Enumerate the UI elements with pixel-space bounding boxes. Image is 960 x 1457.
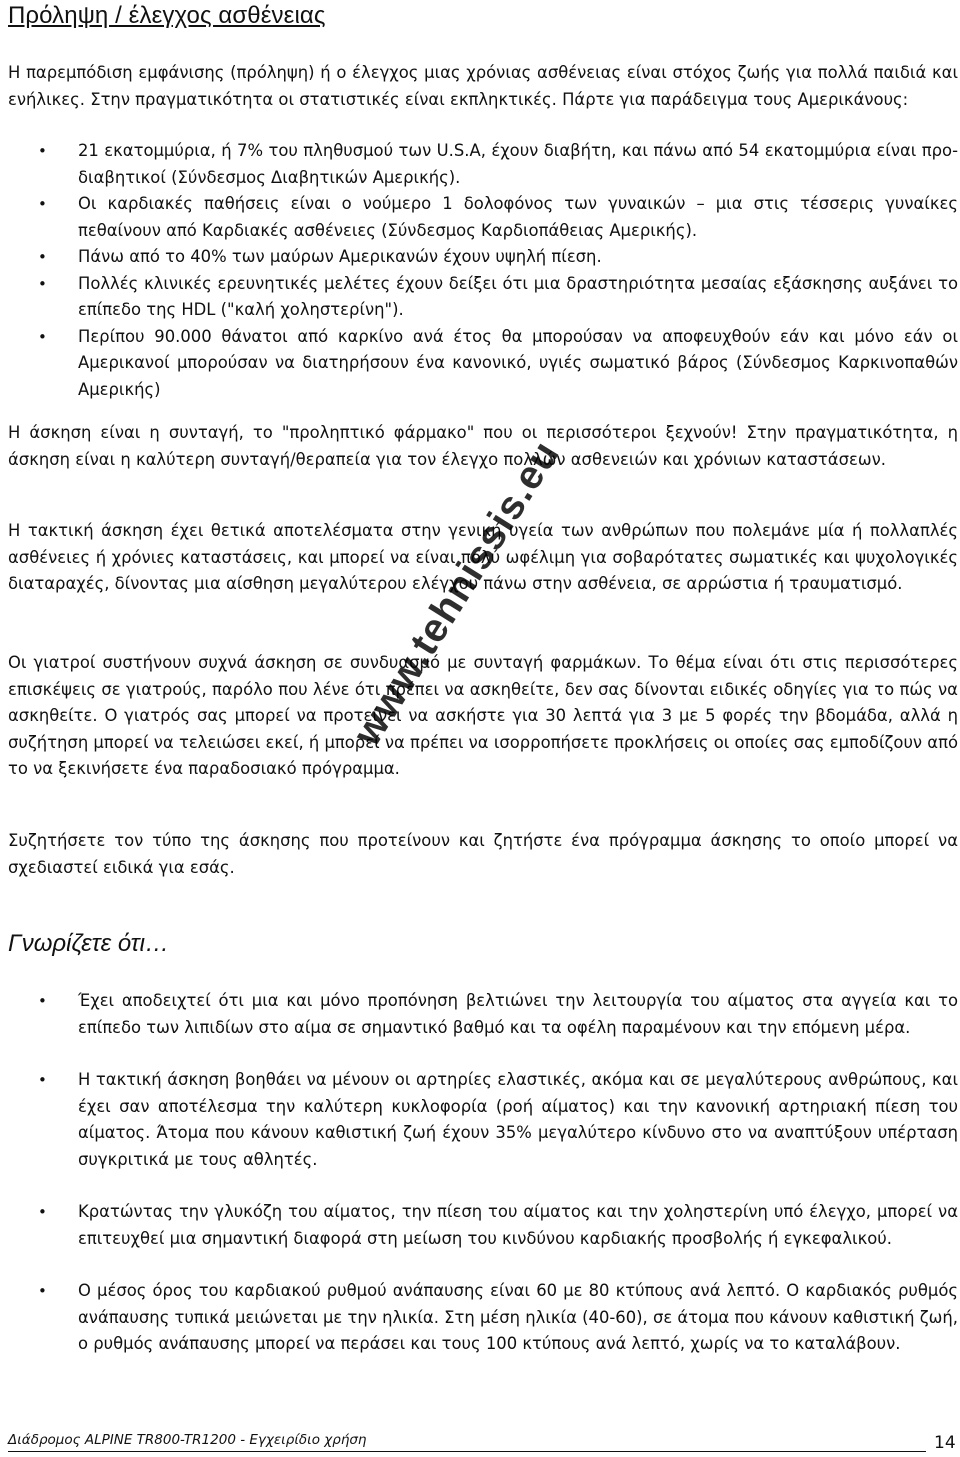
did-you-know-list (8, 988, 958, 1358)
bullet-icon: • (38, 1071, 47, 1089)
statistics-list (8, 138, 958, 403)
list-item (8, 244, 958, 271)
list-item-text: Κρατώντας την γλυκόζη του αίματος, την πίεση του αίματος και την χοληστερίνη υπό έλεγχο, μπορεί να επιτευχθεί μια σημαντική διαφορά στη μείωση του κινδύνου καρδιακής προσβολής ή εγκεφαλικού. (78, 1202, 958, 1248)
list-item-text: Πάνω από το 40% των μαύρων Αμερικανών έχουν υψηλή πίεση. (78, 247, 602, 266)
list-item (8, 988, 958, 1041)
list-item (8, 191, 958, 244)
list-item (8, 138, 958, 191)
list-item-text: Οι καρδιακές παθήσεις είναι ο νούμερο 1 δολοφόνος των γυναικών – μια στις τέσσερις γυναίκες πεθαίνουν από Καρδιακές ασθένειες (Σύνδεσμος Καρδιοπάθειας Αμερικής). (78, 194, 958, 240)
body-paragraph: Η τακτική άσκηση έχει θετικά αποτελέσματα στην γενική υγεία των ανθρώπων που πολεμάνε μία ή πολλαπλές ασθένειες ή χρόνιες καταστάσεις, και μπορεί να είναι πολύ ωφέλιμη για σοβαρότατες σωματικές και ψυχολογικές διαταραχές, δίνοντας μια αίσθηση μεγαλύτερου ελέγχου πάνω στην ασθένεια, σε αρρώστια ή τραυματισμό. (8, 521, 958, 593)
footer-rule (8, 1451, 926, 1452)
footer-text: Διάδρομος ALPINE TR800-TR1200 - Εγχειρίδιο χρήση (8, 1432, 367, 1448)
body-paragraph: Συζητήσετε τον τύπο της άσκησης που προτείνουν και ζητήστε ένα πρόγραμμα άσκησης το οποίο μπορεί να σχεδιαστεί ειδικά για εσάς. (8, 831, 958, 877)
bullet-icon: • (38, 195, 47, 213)
section-heading: Γνωρίζετε ότι… (8, 930, 169, 957)
list-item-text: Πολλές κλινικές ερευνητικές μελέτες έχουν δείξει ότι μια δραστηριότητα μεσαίας εξάσκησης αυξάνει το επίπεδο της HDL ("καλή χοληστερίνη"). (78, 273, 958, 319)
list-item (8, 1278, 958, 1358)
list-item-text: Η τακτική άσκηση βοηθάει να μένουν οι αρτηρίες ελαστικές, ακόμα και σε μεγαλύτερους ανθρώπους, και έχει σαν αποτέλεσμα την καλύτερη κυκλοφορία (ροή αίματος) και την κανονική αρτηριακή πίεση του αίματος. Άτομα που κάνουν καθιστική ζωή έχουν 35% μεγαλύτερο κίνδυνο στο να αναπτύξουν υπέρταση συγκριτικά με τους αθλητές. (78, 1070, 958, 1169)
list-item (8, 1067, 958, 1173)
bullet-icon: • (38, 274, 47, 293)
list-item (8, 324, 958, 404)
intro-paragraph: Η παρεμπόδιση εμφάνισης (πρόληψη) ή ο έλεγχος μιας χρόνιας ασθένειας είναι στόχος ζωής για πολλά παιδιά και ενήλικες. Στην πραγματικότητα οι στατιστικές είναι εκπληκτικές. Πάρτε για παράδειγμα τους Αμερικάνους: (8, 63, 958, 109)
list-item (8, 271, 958, 324)
list-item-text: Ο μέσος όρος του καρδιακού ρυθμού ανάπαυσης είναι 60 με 80 κτύπους ανά λεπτό. Ο καρδιακός ρυθμός ανάπαυσης τυπικά μειώνεται με την ηλικία. Στη μέση ηλικία (40-60), σε άτομα που κάνουν καθιστική ζωή, ο ρυθμός ανάπαυσης μπορεί να περάσει και τους 100 κτύπους ανά λεπτό, χωρίς να το καταλάβουν. (78, 1281, 958, 1353)
bullet-icon: • (38, 1282, 47, 1300)
list-item-text: Έχει αποδειχτεί ότι μια και μόνο προπόνηση βελτιώνει την λειτουργία του αίματος στα αγγεία και το επίπεδο των λιπιδίων στο αίμα σε σημαντικό βαθμό και τα οφέλη παραμένουν και την επόμενη μέρα. (78, 991, 958, 1037)
list-item (8, 1199, 958, 1252)
bullet-icon: • (38, 992, 47, 1010)
list-item-text: 21 εκατομμύρια, ή 7% του πληθυσμού των U.S.A, έχουν διαβήτη, και πάνω από 54 εκατομμύρια είναι προ-διαβητικοί (Σύνδεσμος Διαβητικών Αμερικής). (78, 141, 958, 187)
page-title: Πρόληψη / έλεγχος ασθένειας (8, 2, 326, 29)
list-item-text: Περίπου 90.000 θάνατοι από καρκίνο ανά έτος θα μπορούσαν να αποφευχθούν εάν και μόνο εάν οι Αμερικανοί μπορούσαν να διατηρήσουν ένα κανονικό, υγιές σωματικό βάρος (Σύνδεσμος Καρκινοπαθών Αμερικής) (78, 326, 958, 399)
bullet-icon: • (38, 1203, 47, 1221)
bullet-icon: • (38, 327, 47, 346)
watermark-text: www.tehnissis.eu (345, 433, 568, 754)
body-paragraph: Οι γιατροί συστήνουν συχνά άσκηση σε συνδυασμό με συνταγή φαρμάκων. Το θέμα είναι ότι στις περισσότερες επισκέψεις σε γιατρούς, παρόλο που λένε ότι πρέπει να ασκηθείτε, δεν σας δίνονται ειδικές οδηγίες για το πώς να ασκηθείτε. Ο γιατρός σας μπορεί να προτείνει να ασκήστε για 30 λεπτά για 3 με 5 φορές την βδομάδα, αλλά η συζήτηση μπορεί να τελειώσει εκεί, ή μπορεί να πρέπει να ισορροπήσετε προκλήσεις οι οποίες σας εμποδίζουν από το να ξεκινήσετε ένα παραδοσιακό πρόγραμμα. (8, 653, 958, 778)
page-number: 14 (934, 1433, 956, 1453)
body-paragraph: Η άσκηση είναι η συνταγή, το "προληπτικό φάρμακο" που οι περισσότεροι ξεχνούν! Στην πραγματικότητα, η άσκηση είναι η καλύτερη συνταγή/θεραπεία για τον έλεγχο πολλών ασθενειών και χρόνιων καταστάσεων. (8, 423, 958, 469)
bullet-icon: • (38, 248, 47, 266)
bullet-icon: • (38, 142, 47, 160)
